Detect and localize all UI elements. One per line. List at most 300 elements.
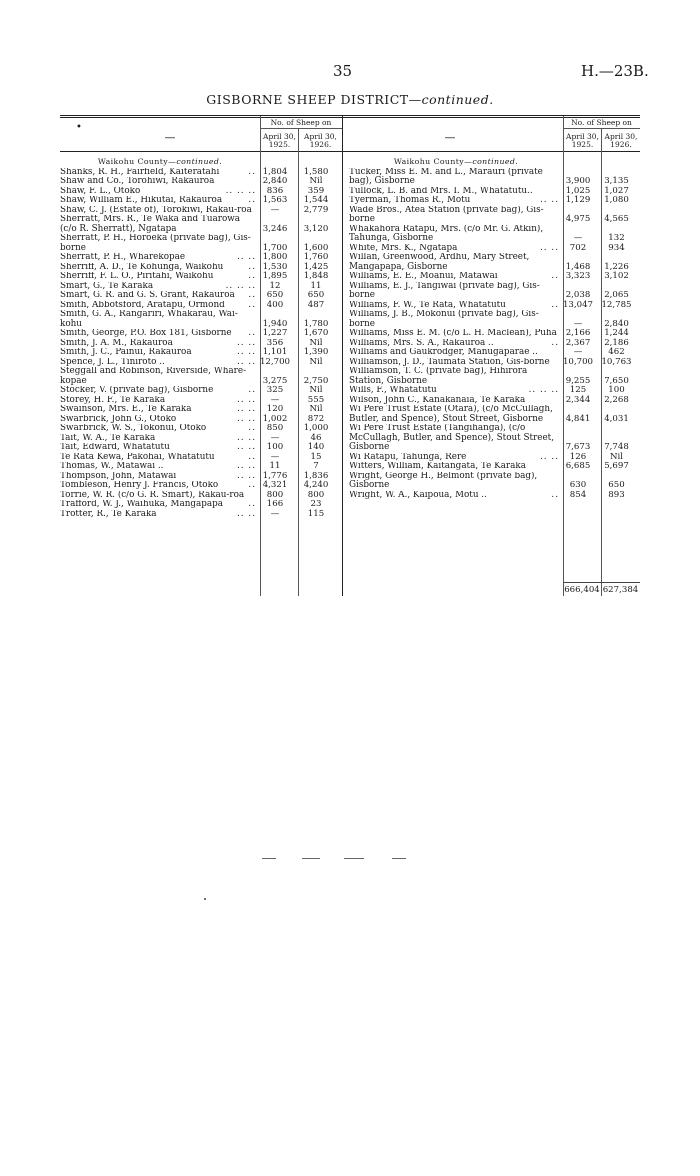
leader-dots: .. .. xyxy=(237,253,256,262)
left-section-label: Waikohu County— xyxy=(97,157,177,166)
sheep-1926: 1,600 xyxy=(303,242,329,253)
table-row xyxy=(60,434,342,444)
page-title xyxy=(0,92,700,107)
sheep-1925: — xyxy=(270,394,280,405)
table-row xyxy=(349,472,640,491)
right-section-heading xyxy=(349,157,563,167)
sheep-1926: 1,544 xyxy=(303,195,329,205)
owner-name xyxy=(60,500,256,510)
owner-name xyxy=(60,405,256,415)
sheep-1925: 1,776 xyxy=(262,470,288,481)
table-row xyxy=(60,443,342,453)
owner-name-text: Williams and Gaukrodger, Manugaparae .. xyxy=(349,348,538,357)
table-row xyxy=(60,396,342,406)
sheep-1926: Nil xyxy=(309,385,323,395)
left-table xyxy=(60,157,342,519)
owner-name-text: Shaw and Co., Torohiwi, Rakauroa xyxy=(60,177,215,186)
table-row xyxy=(349,405,640,424)
sheep-1926: 7,650 xyxy=(604,375,629,386)
owner-name xyxy=(60,329,256,339)
sheep-1925: 9,255 xyxy=(565,375,591,386)
sheep-1925: 1,227 xyxy=(262,328,288,338)
owner-name-text: Shaw, William E., Hikutai, Rakauroa xyxy=(60,196,223,205)
sheep-1926: 1,244 xyxy=(604,328,629,338)
owner-name-text: Tucker, Miss E. M. and L., Marauri (private bag), Gisborne xyxy=(349,167,543,186)
table-row xyxy=(60,472,342,482)
header-bottom-rule xyxy=(60,151,640,152)
owner-name xyxy=(60,434,256,444)
owner-name xyxy=(60,291,256,301)
right-group-header: No. of Sheep on xyxy=(571,118,632,127)
sheep-1925: 13,047 xyxy=(562,299,594,310)
table-row xyxy=(60,329,342,339)
owner-name-text: Thomas, W., Matawai .. xyxy=(60,462,164,471)
owner-name-text: Wade Bros., Atea Station (private bag), Gis-borne xyxy=(349,205,544,224)
owner-name xyxy=(349,386,559,396)
right-group-rule xyxy=(563,128,640,129)
leader-dots: .. .. xyxy=(237,357,256,367)
table-row xyxy=(60,282,342,292)
owner-name xyxy=(349,339,559,349)
sheep-1925: 3,323 xyxy=(565,271,591,281)
column-divider xyxy=(342,116,343,596)
owner-name-text: Sherratt, Mrs. R., Te Waka and Tuarowa (c/o R. Sherratt), Ngatapa xyxy=(60,215,241,234)
owner-name-text: Smith, Abbotsford, Aratapu, Ormond xyxy=(60,300,225,310)
sheep-1926: 115 xyxy=(307,508,325,519)
owner-name-text: Williams, E. E., Moanui, Matawai xyxy=(349,272,498,281)
table-top-rule xyxy=(60,115,640,116)
leader-dots: .. .. xyxy=(237,443,256,452)
sheep-1925: 325 xyxy=(266,385,284,395)
sheep-1926: 650 xyxy=(307,290,325,300)
sheep-1925: 850 xyxy=(266,423,284,433)
owner-name xyxy=(60,206,256,216)
sheep-1925: 120 xyxy=(266,404,284,414)
sheep-1926: Nil xyxy=(309,176,323,186)
right-col1-header: April 30, 1925. xyxy=(566,132,599,149)
owner-name-text: Smith, G. A., Rangariri, Whakarau, Wai-kohu xyxy=(60,310,238,329)
sheep-1926: 1,780 xyxy=(303,318,329,329)
left-desc-header: — xyxy=(164,131,176,144)
owner-name-text: Storey, H. F., Te Karaka xyxy=(60,395,166,405)
owner-name-text: Thompson, John, Matawai xyxy=(60,471,177,481)
table-row xyxy=(60,491,342,501)
table-row xyxy=(60,168,342,178)
sheep-1925: 3,275 xyxy=(262,375,288,386)
sheep-1925: — xyxy=(270,204,280,215)
sheep-1925: 854 xyxy=(569,489,587,500)
left-section-cont: continued. xyxy=(176,157,223,166)
sheep-1925: — xyxy=(573,233,583,243)
sheep-1925: 1,800 xyxy=(262,252,288,262)
sheep-1926: 3,102 xyxy=(604,271,629,281)
owner-name xyxy=(349,348,559,358)
header-bullet: • xyxy=(76,122,82,133)
table-row xyxy=(60,500,342,510)
table-row xyxy=(349,253,640,272)
leader-dots: .. xyxy=(551,300,559,310)
owner-name-text: Sherriff, F. L. O., Piritahi, Waikohu xyxy=(60,272,214,281)
title-main: GISBORNE SHEEP DISTRICT— xyxy=(206,92,422,107)
owner-name-text: Steggall and Robinson, Riverside, Whare-kopae xyxy=(60,367,247,386)
owner-name xyxy=(349,253,559,272)
table-row xyxy=(349,301,640,311)
sheep-1926: Nil xyxy=(309,404,323,414)
sheep-1926: 100 xyxy=(608,385,625,395)
leader-dots: .. .. xyxy=(237,395,256,405)
right-section-label: Waikohu County— xyxy=(393,157,473,166)
owner-name-text: Smart, G. R. and G. S. Grant, Rakauroa xyxy=(60,291,235,300)
owner-name-text: Stocker, V. (private bag), Gisborne xyxy=(60,386,214,395)
table-row xyxy=(60,462,342,472)
sheep-1926: 5,697 xyxy=(604,461,629,471)
sheep-1925: 2,166 xyxy=(565,328,591,338)
owner-name-text: Sherriff, A. D., Te Kohunga, Waikohu xyxy=(60,262,224,272)
sheep-1925: 702 xyxy=(569,242,587,253)
owner-name xyxy=(60,168,256,178)
sheep-1925: 6,685 xyxy=(565,461,591,471)
sheep-1925: 126 xyxy=(569,451,587,462)
owner-name-text: Witters, William, Kaitangata, Te Karaka xyxy=(349,462,526,471)
leader-dots: .. .. xyxy=(540,452,559,462)
sheep-1926: 1,580 xyxy=(303,166,329,177)
sheep-1925: 1,025 xyxy=(565,185,591,196)
sheep-1925: 1,468 xyxy=(565,261,591,272)
owner-name-text: Williams, Mrs. S. A., Rakauroa .. xyxy=(349,338,494,348)
table-row xyxy=(349,367,640,386)
owner-name-text: Trotter, R., Te Karaka xyxy=(60,509,157,519)
owner-name xyxy=(60,424,256,434)
owner-name xyxy=(349,272,559,282)
owner-name xyxy=(349,491,559,501)
owner-name xyxy=(349,244,559,254)
owner-name xyxy=(349,310,559,329)
owner-name-text: Williamson, T. C. (private bag), Hihirora Station, Gisborne xyxy=(349,367,528,386)
sheep-1925: 650 xyxy=(266,290,284,300)
sheep-1925: — xyxy=(270,451,280,462)
table-row xyxy=(349,206,640,225)
owner-name xyxy=(60,510,256,520)
sheep-1925: 2,038 xyxy=(565,290,591,300)
owner-name xyxy=(349,453,559,463)
sheep-1925: — xyxy=(573,318,583,329)
sheep-1926: Nil xyxy=(609,451,624,462)
sheep-1925: — xyxy=(270,432,280,443)
table-row xyxy=(60,358,342,368)
table-row xyxy=(349,225,640,244)
table-row xyxy=(349,386,640,396)
total-1925: 666,404 xyxy=(564,585,600,595)
sheep-1926: 1,000 xyxy=(303,423,329,433)
footer-dot xyxy=(204,898,206,900)
owner-name xyxy=(60,453,256,463)
owner-name xyxy=(349,472,559,491)
sheep-1925: 2,367 xyxy=(565,337,591,348)
sheep-1926: 487 xyxy=(307,299,325,310)
owner-name xyxy=(60,215,256,234)
owner-name-text: Tait, W. A., Te Karaka xyxy=(60,433,156,443)
sheep-1925: 7,673 xyxy=(565,442,591,452)
sheep-1926: 1,390 xyxy=(303,347,329,357)
table-row xyxy=(60,415,342,425)
table-row xyxy=(349,453,640,463)
table-row xyxy=(349,329,640,339)
table-row xyxy=(60,206,342,216)
sheep-1925: 836 xyxy=(266,185,284,196)
table-row xyxy=(349,348,640,358)
leader-dots: .. .. xyxy=(237,471,256,481)
owner-name-text: Tullock, L. B. and Mrs. I. M., Whatatutu.. xyxy=(349,186,533,196)
leader-dots: .. .. xyxy=(237,338,256,348)
owner-name xyxy=(60,443,256,453)
sheep-1925: 1,002 xyxy=(262,413,288,424)
leader-dots: .. xyxy=(248,291,256,300)
sheep-1926: 46 xyxy=(310,432,322,443)
footer-mark-3 xyxy=(344,858,364,859)
table-row xyxy=(349,187,640,197)
owner-name xyxy=(60,367,256,386)
sheep-1925: 4,321 xyxy=(262,480,288,490)
table-row xyxy=(349,491,640,501)
leader-dots: .. xyxy=(551,272,559,281)
sheep-1926: 1,080 xyxy=(604,195,629,205)
sheep-1926: Nil xyxy=(309,337,323,348)
table-row xyxy=(349,282,640,301)
owner-name xyxy=(60,310,256,329)
right-desc-header: — xyxy=(444,131,456,144)
owner-name xyxy=(60,177,256,187)
owner-name-text: Shanks, R. H., Fairfield, Kaiteratahi xyxy=(60,167,220,177)
sheep-1926: 1,027 xyxy=(604,185,629,196)
sheep-1925: 12 xyxy=(269,280,281,291)
leader-dots: .. xyxy=(248,424,256,433)
owner-name xyxy=(60,263,256,273)
sheep-1925: 3,900 xyxy=(565,176,591,186)
sheep-1926: 893 xyxy=(608,489,625,500)
sheep-1926: 2,268 xyxy=(604,394,629,405)
owner-name xyxy=(349,301,559,311)
sheep-1926: 2,065 xyxy=(604,290,629,300)
table-row xyxy=(349,339,640,349)
owner-name-text: Wilson, John C., Kanakanaia, Te Karaka xyxy=(349,395,526,405)
sheep-1926: 7 xyxy=(313,461,319,471)
sheep-1926: 140 xyxy=(307,442,325,452)
leader-dots: .. .. .. xyxy=(225,186,256,196)
owner-name xyxy=(349,462,559,472)
leader-dots: .. .. xyxy=(237,462,256,471)
left-col1-header: April 30, 1925. xyxy=(263,132,296,149)
table-row xyxy=(349,358,640,368)
sheep-1925: 1,129 xyxy=(565,195,591,205)
leader-dots: .. .. .. xyxy=(225,281,256,291)
owner-name xyxy=(60,386,256,396)
sheep-1926: 934 xyxy=(608,242,625,253)
sheep-1925: 4,841 xyxy=(565,413,591,424)
sheep-1925: 10,700 xyxy=(562,356,594,367)
sheep-1925: 1,895 xyxy=(262,271,288,281)
sheep-1926: 23 xyxy=(310,499,322,509)
owner-name-text: Wright, W. A., Kaipoua, Motu .. xyxy=(349,490,487,500)
sheep-1925: 400 xyxy=(266,299,284,310)
table-row xyxy=(349,244,640,254)
sheep-1925: 125 xyxy=(569,385,587,395)
footer-mark-1 xyxy=(262,858,276,859)
table-row xyxy=(60,510,342,520)
sheep-1925: 2,344 xyxy=(565,394,591,405)
left-section-heading xyxy=(60,157,260,167)
table-row xyxy=(60,424,342,434)
leader-dots: .. xyxy=(248,386,256,395)
owner-name xyxy=(60,234,256,253)
sheep-1926: 2,779 xyxy=(303,204,329,215)
owner-name-text: Swainson, Mrs. E., Te Karaka xyxy=(60,405,192,414)
sheep-1926: 1,670 xyxy=(303,328,329,338)
owner-name-text: Williams, F. W., Te Rata, Whatatutu xyxy=(349,300,506,310)
leader-dots: .. xyxy=(248,272,256,281)
owner-name xyxy=(60,282,256,292)
sheep-1926: 10,763 xyxy=(601,356,632,367)
total-1926: 627,384 xyxy=(602,585,639,595)
leader-dots: .. xyxy=(551,338,559,348)
owner-name xyxy=(60,462,256,472)
leader-dots: .. .. xyxy=(237,405,256,414)
sheep-1925: 1,940 xyxy=(262,318,288,329)
sheep-1925: 1,530 xyxy=(262,261,288,272)
sheep-1926: 462 xyxy=(608,347,625,357)
table-row xyxy=(60,386,342,396)
sheep-1925: 3,246 xyxy=(262,223,288,234)
footer-mark-4 xyxy=(392,858,406,859)
table-row xyxy=(60,263,342,273)
owner-name-text: Smart, G., Te Karaka xyxy=(60,281,154,291)
owner-name-text: Williams, J. B., Mokonui (private bag), Gis-borne xyxy=(349,310,539,329)
owner-name-text: Williams, Miss E. M. (c/o L. H. Maclean), Puha xyxy=(349,329,557,338)
table-row xyxy=(60,272,342,282)
leader-dots: .. .. xyxy=(237,433,256,443)
owner-name xyxy=(349,329,559,339)
leader-dots: .. xyxy=(248,262,256,272)
owner-name-text: Smith, George, P.O. Box 181, Gisborne xyxy=(60,329,232,338)
sheep-1926: 3,120 xyxy=(303,223,329,234)
owner-name-text: Tyerman, Thomas R., Motu xyxy=(349,196,471,205)
page-number: 35 xyxy=(333,62,353,80)
table-row xyxy=(349,272,640,282)
owner-name-text: Swarbrick, W. S., Tokonui, Otoko xyxy=(60,424,207,433)
owner-name xyxy=(60,196,256,206)
left-group-header: No. of Sheep on xyxy=(270,118,332,127)
owner-name-text: Sherratt, P. H., Wharekopae xyxy=(60,253,186,262)
sheep-1926: 1,760 xyxy=(303,252,329,262)
sheep-1926: 11 xyxy=(310,280,322,291)
sheep-1926: 872 xyxy=(307,413,325,424)
table-row xyxy=(349,196,640,206)
leader-dots: .. xyxy=(551,490,559,500)
sheep-1926: 7,748 xyxy=(604,442,629,452)
leader-dots: .. xyxy=(248,300,256,310)
leader-dots: .. .. xyxy=(237,414,256,424)
owner-name-text: Smith, J. A. M., Rakauroa xyxy=(60,338,173,348)
sheep-1925: 100 xyxy=(266,442,284,452)
owner-name-text: Te Rata Kewa, Pakohai, Whatatutu xyxy=(60,452,215,462)
owner-name-text: Tait, Edward, Whatatutu xyxy=(60,443,170,452)
owner-name xyxy=(349,424,559,453)
sheep-1926: 359 xyxy=(307,185,325,196)
table-top-rule-2 xyxy=(60,117,640,118)
sheep-1926: 2,750 xyxy=(303,375,329,386)
owner-name-text: Smith, J. C., Painui, Rakauroa xyxy=(60,348,192,357)
sheep-1926: 1,226 xyxy=(604,261,629,272)
sheep-1925: 1,700 xyxy=(262,242,288,253)
owner-name-text: Shaw, C. J. (Estate of), Torokiwi, Rakau-roa xyxy=(60,205,252,215)
owner-name xyxy=(349,206,559,225)
sheep-1925: 356 xyxy=(266,337,284,348)
table-row xyxy=(60,215,342,234)
owner-name xyxy=(60,272,256,282)
owner-name xyxy=(60,358,256,368)
owner-name xyxy=(349,187,559,197)
sheep-1925: 11 xyxy=(269,461,281,471)
owner-name-text: Wi Ratapu, Tahunga, Rere xyxy=(349,452,467,462)
document-reference: H.—23B. xyxy=(581,62,649,80)
table-row xyxy=(349,310,640,329)
total-rule xyxy=(563,582,640,583)
owner-name-text: Swarbrick, John G., Otoko xyxy=(60,414,177,424)
owner-name-text: Williams, E. J., Tangiwai (private bag), Gis-borne xyxy=(349,281,540,300)
sheep-1925: 4,975 xyxy=(565,214,591,224)
table-row xyxy=(60,481,342,491)
right-col2-header: April 30, 1926. xyxy=(604,132,638,149)
owner-name xyxy=(60,396,256,406)
table-row xyxy=(60,196,342,206)
owner-name-text: Williamson, J. D., Taumata Station, Gis-borne xyxy=(349,357,550,367)
owner-name-text: Trafford, W. J., Waihuka, Mangapapa xyxy=(60,500,223,509)
owner-name-text: Sherratt, P. H., Horoeka (private bag), Gis-borne xyxy=(60,234,251,253)
sheep-1925: 2,840 xyxy=(262,176,288,186)
table-row xyxy=(349,168,640,187)
leader-dots: .. xyxy=(248,452,256,462)
owner-name xyxy=(60,339,256,349)
owner-name xyxy=(349,282,559,301)
sheep-1926: Nil xyxy=(309,356,323,367)
table-row xyxy=(349,424,640,453)
table-row xyxy=(60,339,342,349)
owner-name-text: Wi Pere Trust Estate (Tangihanga), (c/o McCullagh, Butler, and Spence), Stout Street, Gisborne xyxy=(349,424,554,452)
sheep-1926: 4,565 xyxy=(604,214,629,224)
sheep-1926: 650 xyxy=(608,480,625,490)
owner-name xyxy=(349,225,559,244)
sheep-1925: — xyxy=(270,508,280,519)
table-row xyxy=(60,253,342,263)
table-row xyxy=(60,453,342,463)
leader-dots: .. xyxy=(248,500,256,509)
owner-name xyxy=(60,472,256,482)
table-row xyxy=(60,405,342,415)
right-table xyxy=(349,157,640,500)
footer-mark-2 xyxy=(302,858,320,859)
sheep-1925: 1,563 xyxy=(262,195,288,205)
right-section-cont: continued. xyxy=(472,157,519,166)
sheep-1926: 12,785 xyxy=(601,299,632,310)
table-row xyxy=(349,462,640,472)
sheep-1925: 630 xyxy=(569,480,587,490)
table-row xyxy=(60,367,342,386)
owner-name xyxy=(60,301,256,311)
table-row xyxy=(60,234,342,253)
owner-name xyxy=(60,415,256,425)
table-row xyxy=(60,348,342,358)
leader-dots: .. .. .. xyxy=(528,386,559,395)
owner-name xyxy=(60,348,256,358)
